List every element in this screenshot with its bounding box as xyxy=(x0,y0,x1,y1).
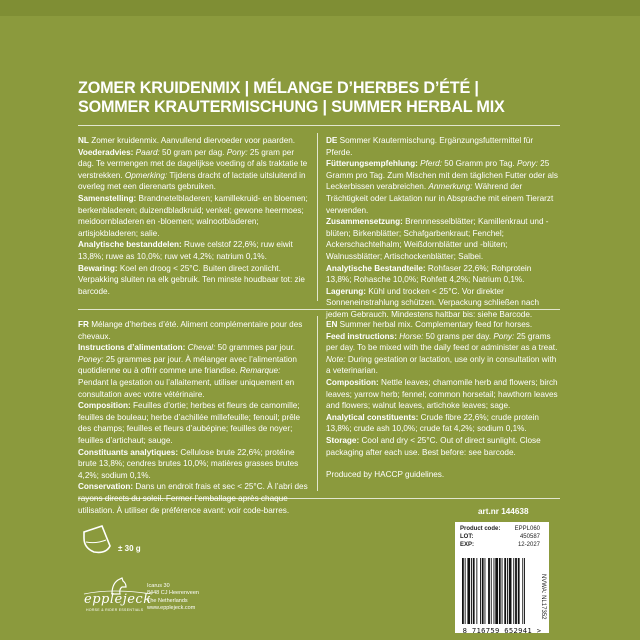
pony-label: Pony: xyxy=(493,331,515,341)
composition-label: Composition: xyxy=(326,377,379,387)
barcode-bar xyxy=(509,558,512,624)
section-fr xyxy=(78,319,310,516)
animal-text: 50 grams per day. xyxy=(423,331,494,341)
composition-text: Feuilles d’ortie; herbes et fleurs de camomille; feuilles de bouleau; herbe d’achillée millefeuille; fenouil; prêle des champs; feuilles et fleurs d’aubépine; feuilles de noyer; feuilles d’artichaut; sauge. xyxy=(78,401,301,445)
brand-name: epplejeck xyxy=(84,592,152,607)
address-line: The Netherlands xyxy=(147,597,188,604)
address-line: Icarus 30 xyxy=(147,583,170,589)
animal-label: Horse: xyxy=(399,331,424,341)
barcode-bar xyxy=(522,558,523,624)
storage-text: Koel en droog < 25°C. Buiten direct zonlicht. Verpakking sluiten na elk gebruik. Ten minste houdbaar tot: zie barcode. xyxy=(78,263,305,296)
animal-text: 50 grammes par jour. xyxy=(215,343,296,353)
intro-text: Zomer kruidenmix. Aanvullend diervoeder voor paarden. xyxy=(88,136,296,145)
analytical-text: Cellulose brute 22,6%; protéine brute 13,8%; cendres brutes 10,0%; matières grasses brutes 4,2%; sodium 0,1%. xyxy=(78,447,299,480)
analytical-text: Ruwe celstof 22,6%; ruw eiwit 13,8%; ruwe as 10,0%; ruw vet 4,2%; natrium 0,1%. xyxy=(78,240,293,261)
note-text: Während der Trächtigkeit oder Laktation nur in Absprache mit einem Tierarzt verwenden. xyxy=(326,182,554,215)
note-text: During gestation or lactation, use only in consultation with a veterinarian. xyxy=(326,354,557,376)
article-number: art.nr 144638 xyxy=(478,507,529,516)
section-en xyxy=(326,319,558,481)
title-line-2: SOMMER KRAUTERMISCHUNG | SUMMER HERBAL MIX xyxy=(78,98,505,116)
divider-vertical-bottom xyxy=(317,316,318,491)
analytical-label: Analytische Bestandteile: xyxy=(326,263,426,273)
barcode-bar xyxy=(473,558,475,624)
composition-text: Brandnetelbladeren; kamillekruid- en bloemen; berkenbladeren; duizendbladkruid; venkel; gewone heermoes; meidoornbladeren en -bloemen; walnootbladeren; artisjokbladeren; salie. xyxy=(78,193,308,238)
barcode xyxy=(460,558,544,624)
barcode-bar xyxy=(504,558,506,624)
lang-code: EN xyxy=(326,320,338,329)
composition-text: Nettle leaves; chamomile herb and flowers; birch leaves; yarrow herb; fennel; common horsetail; hawthorn leaves and flowers; walnut leaves, artichoke leaves; sage. xyxy=(326,377,558,411)
lot-value: 450587 xyxy=(519,534,540,540)
intro-text: Mélange d’herbes d’été. Aliment complémentaire pour des chevaux. xyxy=(78,320,303,341)
title-line-1: ZOMER KRUIDENMIX | MÉLANGE D’HERBES D’ÉTÉ | xyxy=(78,79,479,97)
composition-label: Samenstelling: xyxy=(78,193,137,203)
pony-text: 25 gram per dag. Te vermengen met de dagelijkse voeding of als traktatie te verstrekken. xyxy=(78,147,308,180)
pony-label: Pony: xyxy=(516,159,538,169)
composition-label: Composition: xyxy=(78,401,131,411)
top-band xyxy=(0,0,640,16)
note-text: Tijdens dracht of lactatie uitsluitend in overleg met een dierenarts gebruiken. xyxy=(78,170,306,192)
pony-label: Pony: xyxy=(226,147,248,157)
analytical-label: Analytical constituents: xyxy=(326,412,419,422)
animal-label: Paard: xyxy=(135,147,160,157)
analytical-label: Analytische bestanddelen: xyxy=(78,240,182,250)
brand-tagline: HORSE & RIDER ESSENTIALS xyxy=(86,608,144,612)
barcode-bar xyxy=(507,558,508,624)
storage-label: Conservation: xyxy=(78,482,134,492)
animal-label: Cheval: xyxy=(187,343,216,353)
storage-label: Bewaring: xyxy=(78,263,118,273)
barcode-bar xyxy=(471,558,472,624)
barcode-bar xyxy=(476,558,477,624)
analytical-text: Crude fibre 22,6%; crude protein 13,8%; crude ash 10,0%; crude fat 4,2%; sodium 0,1%. xyxy=(326,412,539,434)
haccp-text: Produced by HACCP guidelines. xyxy=(326,470,445,480)
address-website: www.epplejeck.com xyxy=(147,604,196,611)
barcode-bar xyxy=(488,558,490,624)
composition-text: Brennnesselblätter; Kamillenkraut und -blüten; Birkenblätter; Schafgarbenkraut; Fenchel; Ackerschachtelhalm; Weißdornblätter und -blüten; Walnussblätter; Artischockenblätter; Salbei. xyxy=(326,217,549,261)
divider-top xyxy=(78,125,560,126)
analytical-label: Constituants analytiques: xyxy=(78,447,179,457)
barcode-bar xyxy=(485,558,486,624)
pony-text: 25 Gramm pro Tag. Zum Mischen mit dem täglichen Futter oder als Leckerbissen verabreichen. xyxy=(326,159,558,192)
barcode-bar xyxy=(480,558,481,624)
lang-code: FR xyxy=(78,320,89,329)
section-de xyxy=(326,135,558,321)
animal-label: Pferd: xyxy=(420,159,443,169)
product-code-label: Product code: xyxy=(460,526,501,532)
animal-text: 50 gram per dag. xyxy=(159,147,227,157)
note-label: Remarque: xyxy=(239,366,281,376)
composition-label: Zusammensetzung: xyxy=(326,217,403,227)
feed-label: Voederadvies: xyxy=(78,147,134,157)
barcode-bar xyxy=(491,558,492,624)
storage-text: Cool and dry < 25°C. Out of direct sunlight. Close packaging after each use. Best before: see barcode. xyxy=(326,435,541,457)
note-label: Note: xyxy=(326,354,346,364)
exp-label: EXP: xyxy=(460,542,475,548)
storage-label: Lagerung: xyxy=(326,286,367,296)
note-text: Pendant la gestation ou l’allaitement, utiliser uniquement en consultation avec votre vétérinaire. xyxy=(78,377,295,399)
barcode-bar xyxy=(513,558,514,624)
storage-label: Storage: xyxy=(326,435,360,445)
storage-text: Kühl und trocken < 25°C. Vor direkter Sonneneinstrahlung schützen. Verpackung schließen nach jedem Gebrauch. Mindestens haltbar bis: siehe Barcode. xyxy=(326,286,540,319)
lang-code: NL xyxy=(78,136,89,145)
barcode-bar xyxy=(518,558,520,624)
note-label: Anmerkung: xyxy=(428,182,473,192)
feed-label: Instructions d’alimentation: xyxy=(78,343,186,353)
lot-label: LOT: xyxy=(460,534,474,540)
pony-label: Poney: xyxy=(78,354,104,364)
product-code-value: EPPL060 xyxy=(514,526,540,532)
feed-label: Fütterungsempfehlung: xyxy=(326,159,418,169)
barcode-bar xyxy=(524,558,525,624)
barcode-bar xyxy=(515,558,517,624)
barcode-bar xyxy=(495,558,498,624)
lang-code: DE xyxy=(326,136,338,145)
nvwa-code: NVWA: NL17352 xyxy=(540,574,546,620)
animal-text: 50 Gramm pro Tag. xyxy=(442,159,517,169)
barcode-digits: 8 716759 652941 > xyxy=(462,626,542,635)
barcode-bar xyxy=(465,558,466,624)
section-nl xyxy=(78,135,310,297)
feed-label: Feed instructions: xyxy=(326,331,397,341)
barcode-bar xyxy=(467,558,470,624)
address-block xyxy=(147,583,199,612)
pony-text: 25 grams per day. To be mixed with the daily feed or administer as a treat. xyxy=(326,331,558,353)
note-label: Opmerking: xyxy=(124,170,168,180)
scoop-icon xyxy=(80,520,116,554)
intro-text: Summer herbal mix. Complementary feed for horses. xyxy=(337,320,533,329)
barcode-bar xyxy=(494,558,495,624)
address-line: 8448 CJ Heerenveen xyxy=(147,590,199,597)
divider-vertical-top xyxy=(317,133,318,301)
analytical-text: Rohfaser 22,6%; Rohprotein 13,8%; Rohasche 10,0%; Rohfett 4,2%; Natrium 0,1%. xyxy=(326,263,532,285)
exp-value: 12-2027 xyxy=(517,542,540,548)
pony-text: 25 grammes par jour. À mélanger avec l’alimentation quotidienne ou à offrir comme une friandise. xyxy=(78,354,297,376)
intro-text: Sommer Krautermischung. Ergänzungsfuttermittel für Pferde. xyxy=(326,136,534,157)
page-title xyxy=(78,79,578,117)
portion-weight: ± 30 g xyxy=(118,544,141,553)
barcode-bar xyxy=(499,558,501,624)
barcode-bar xyxy=(462,558,464,624)
barcode-bar xyxy=(482,558,484,624)
barcode-bar xyxy=(502,558,503,624)
storage-text: Dans un endroit frais et sec < 25°C. À l’abri des rayons directs du soleil. Fermer l’emballage après chaque utilisation. À utiliser de préférence avant: voir code-barres. xyxy=(78,482,308,515)
